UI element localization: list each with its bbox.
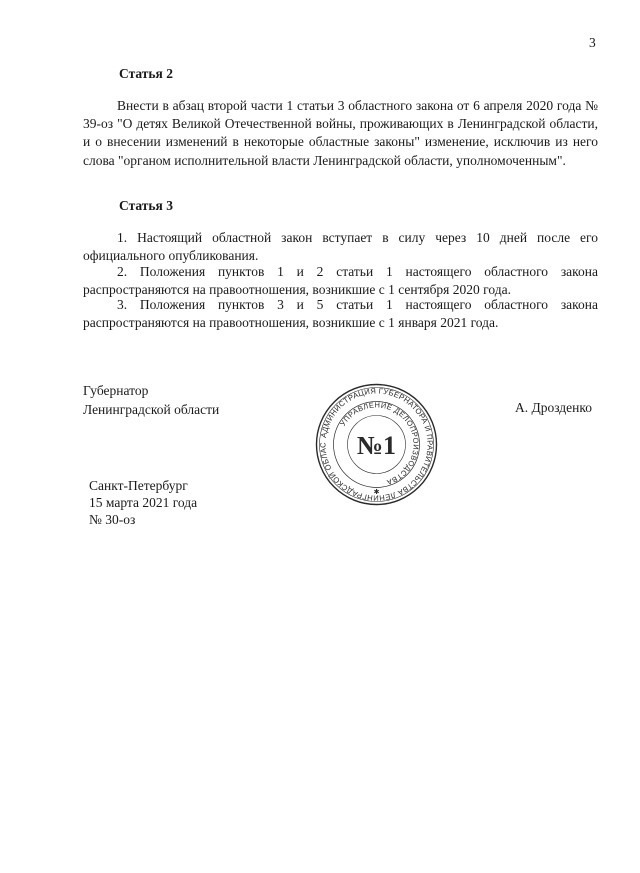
page-number: 3 — [589, 35, 596, 50]
signatory-name: А. Дрозденко — [515, 400, 593, 415]
article-2-heading: Статья 2 — [119, 66, 173, 81]
seal-star-icon: ✱ — [373, 488, 380, 496]
seal-inner-text: УПРАВЛЕНИЕ ДЕЛОПРОИЗВОДСТВА — [338, 400, 421, 487]
seal-outer-text: АДМИНИСТРАЦИЯ ГУБЕРНАТОРА И ПРАВИТЕЛЬСТВА ЛЕНИНГРАДСКОЙ ОБЛАС — [318, 386, 435, 503]
law-number: № 30-оз — [89, 512, 136, 527]
article-3-heading: Статья 3 — [119, 198, 173, 213]
place-date-block — [89, 477, 197, 528]
signatory-title — [83, 382, 219, 419]
place-city: Санкт-Петербург — [89, 478, 188, 493]
signatory-title-line-1: Губернатор — [83, 383, 149, 398]
article-3-item-2: 2. Положения пунктов 1 и 2 статьи 1 настоящего областного закона распространяются на правоотношения, возникшие с 1 сентября 2020 года. — [83, 264, 598, 298]
official-seal — [314, 382, 439, 507]
law-date: 15 марта 2021 года — [89, 495, 198, 510]
seal-graphic — [314, 382, 439, 507]
article-3-item-1: 1. Настоящий областной закон вступает в силу через 10 дней после его официального опубликования. — [83, 230, 598, 264]
article-3-item-3: 3. Положения пунктов 3 и 5 статьи 1 настоящего областного закона распространяются на правоотношения, возникшие с 1 января 2021 года. — [83, 297, 598, 331]
article-2-text: Внести в абзац второй части 1 статьи 3 областного закона от 6 апреля 2020 года № 39-оз "О детях Великой Отечественной войны, проживающих в Ленинградской области, и о внесении изменений в некоторые областные законы" изменение, исключив из него слова "органом исполнительной власти Ленинградской области, уполномоченным". — [83, 98, 598, 168]
signatory-title-line-2: Ленинградской области — [83, 401, 220, 417]
seal-center-number: №1 — [356, 431, 397, 460]
